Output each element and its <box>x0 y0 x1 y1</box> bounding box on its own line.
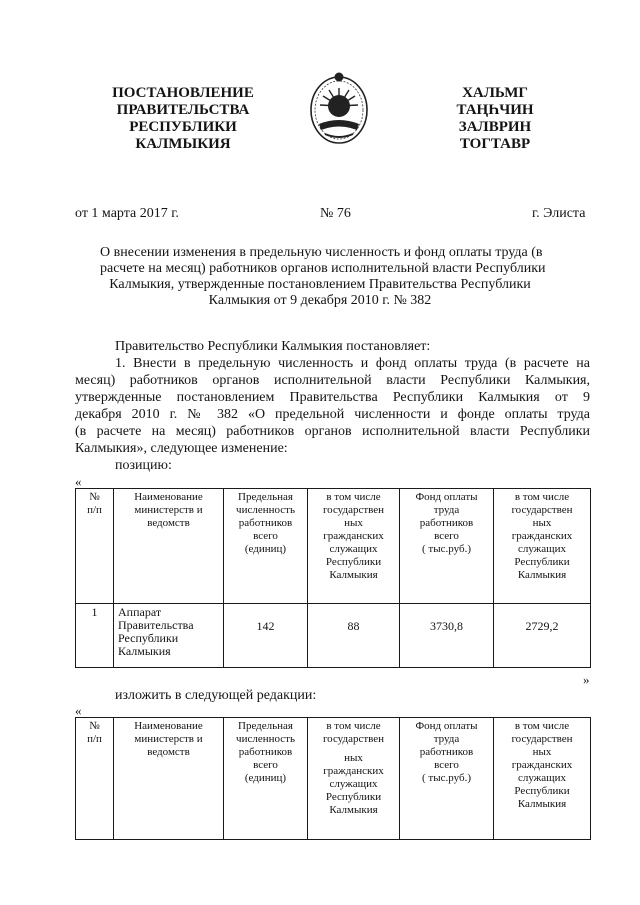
header-cell-num: № п/п <box>76 489 114 604</box>
open-quote-2: « <box>75 703 82 718</box>
header-cell-civil-servants: в том числе государствен ных гражданских служащих Республики Калмыкия <box>308 718 400 840</box>
header-left <box>88 85 278 153</box>
title-line: расчете на месяц) работников органов исполнительной власти Республики <box>100 261 546 276</box>
row-civil-fund: 2729,2 <box>494 604 591 668</box>
decree-body <box>75 338 590 474</box>
decree-statement: Правительство Республики Калмыкия постановляет: <box>115 339 431 354</box>
table-row <box>76 604 591 668</box>
decree-date: от 1 марта 2017 г. <box>75 206 179 221</box>
header-cell-headcount: Предельная численность работников всего (единиц) <box>224 489 308 604</box>
header-left-line: РЕСПУБЛИКИ <box>129 119 237 135</box>
row-headcount: 142 <box>224 604 308 668</box>
header-cell-civil-fund: в том числе государствен ных гражданских служащих Республики Калмыкия <box>494 489 591 604</box>
positions-table-current <box>75 488 591 668</box>
position-label: позицию: <box>115 458 172 473</box>
close-quote: » <box>583 672 590 687</box>
header-cell-fund: Фонд оплаты труда работников всего ( тыс.руб.) <box>400 718 494 840</box>
header-left-line: ПОСТАНОВЛЕНИЕ <box>112 85 254 101</box>
row-num: 1 <box>76 604 114 668</box>
header-cell-civil-fund: в том числе государствен ных гражданских служащих Республики Калмыкия <box>494 718 591 840</box>
header-cell-name: Наименование министерств и ведомств <box>114 489 224 604</box>
paragraph-line: 1. Внести в предельную численность и фонд оплаты труда (в расчете на <box>115 356 590 371</box>
header-right <box>440 85 550 153</box>
header-cell-civil-servants: в том числе государствен ных гражданских служащих Республики Калмыкия <box>308 489 400 604</box>
decree-city: г. Элиста <box>532 206 586 221</box>
header-right-line: ТАҢҺЧИН <box>456 102 534 118</box>
header-right-line: ХАЛЬМГ <box>462 85 528 101</box>
positions-table-new <box>75 717 591 840</box>
emblem-icon <box>307 70 371 148</box>
paragraph-line: Калмыкия», следующее изменение: <box>75 441 288 456</box>
header-cell-num: № п/п <box>76 718 114 840</box>
header-right-line: ЗАЛВРИН <box>458 119 532 135</box>
restate-label: изложить в следующей редакции: <box>115 688 317 703</box>
header-cell-name: Наименование министерств и ведомств <box>114 718 224 840</box>
row-civil-servants: 88 <box>308 604 400 668</box>
row-name: Аппарат Правительства Республики Калмыкия <box>114 604 224 668</box>
title-line: Калмыкия, утвержденные постановлением Правительства Республики <box>109 277 531 292</box>
header-cell-headcount: Предельная численность работников всего (единиц) <box>224 718 308 840</box>
decree-number: № 76 <box>320 206 351 221</box>
paragraph-line: месяц) работников органов исполнительной власти Республики Калмыкия, <box>75 373 590 388</box>
table-header-row <box>76 489 591 604</box>
title-line: Калмыкия от 9 декабря 2010 г. № 382 <box>208 293 432 308</box>
table-header-row <box>76 718 591 840</box>
paragraph-line: утвержденные постановлением Правительства Республики Калмыкия от 9 <box>75 390 590 405</box>
decree-title <box>100 245 546 309</box>
header-left-line: ПРАВИТЕЛЬСТВА <box>116 102 250 118</box>
paragraph-line: (в расчете на месяц) работников органов исполнительной власти Республики <box>75 424 590 439</box>
header-cell-fund: Фонд оплаты труда работников всего ( тыс.руб.) <box>400 489 494 604</box>
header-left-line: КАЛМЫКИЯ <box>135 136 231 152</box>
open-quote: « <box>75 474 82 489</box>
title-line: О внесении изменения в предельную численность и фонд оплаты труда (в <box>100 245 543 260</box>
paragraph-line: декабря 2010 г. № 382 «О предельной численности и фонде оплаты труда <box>75 407 590 422</box>
header-right-line: ТОГТАВР <box>459 136 531 152</box>
row-fund: 3730,8 <box>400 604 494 668</box>
